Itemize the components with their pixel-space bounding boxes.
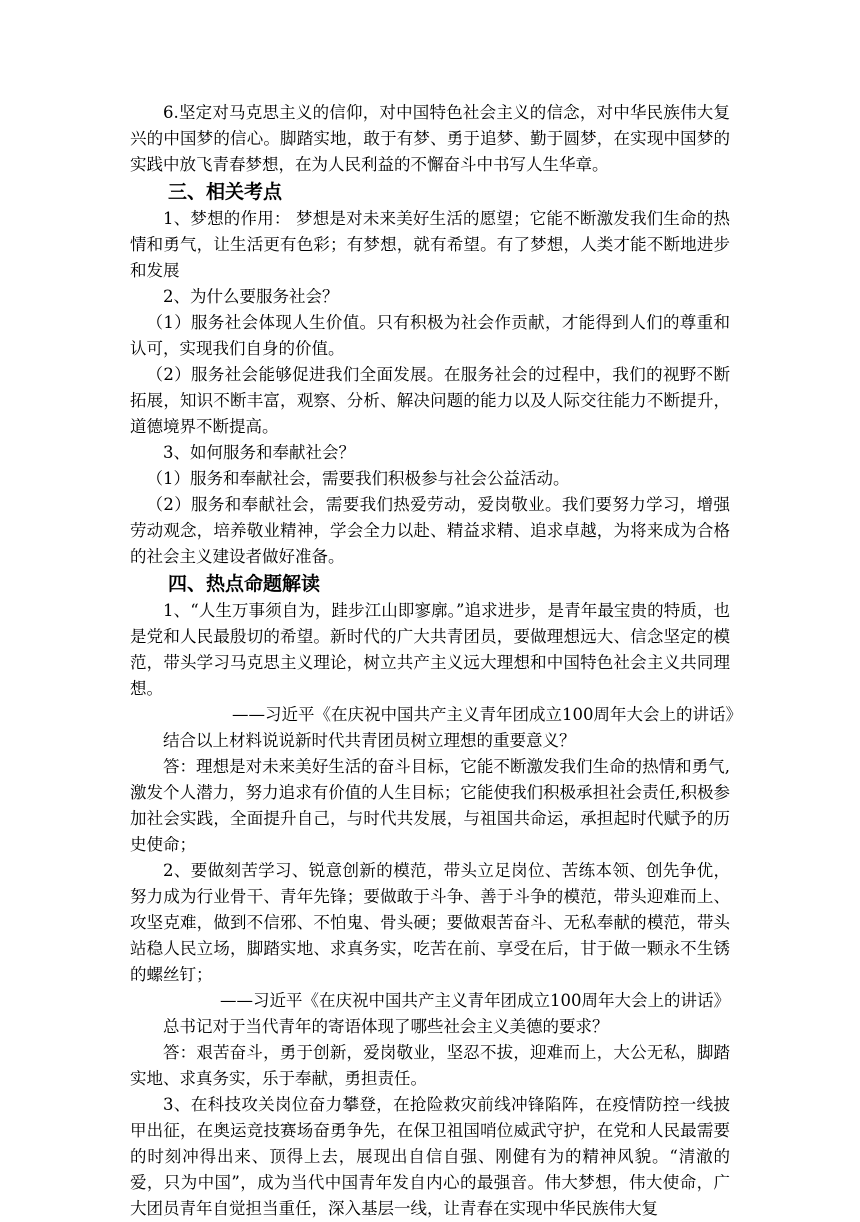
section-heading-4: 四、热点命题解读 <box>168 573 321 595</box>
question-1: 结合以上材料说说新时代共青团员树立理想的重要意义？ <box>163 731 576 750</box>
hot-topic-2: 2、要做刻苦学习、锐意创新的模范，带头立足岗位、苦练本领、创先争优，努力成为行业骨干、青年先锋；要做敢于斗争、善于斗争的模范，带头迎难而上、攻坚克难，做到不信邪、不怕鬼、骨头硬；要做艰苦奋斗、无私奉献的模范，带头站稳人民立场，脚踏实地、求真务实，吃苦在前、享受在后，甘于做一颗永不生锈的螺丝钉； <box>130 861 730 984</box>
question-2: 总书记对于当代青年的寄语体现了哪些社会主义美德的要求？ <box>163 1017 609 1036</box>
quote-source-2: ——习近平《在庆祝中国共产主义青年团成立100周年大会上的讲话》 <box>220 991 730 1010</box>
exam-point-3-2: （2）服务和奉献社会，需要我们热爱劳动，爱岗敬业。我们要努力学习，增强劳动观念，培养敬业精神，学会全力以赴、精益求精、追求卓越，为将来成为合格的社会主义建设者做好准备。 <box>130 495 730 566</box>
exam-point-2-1: （1）服务社会体现人生价值。只有积极为社会作贡献，才能得到人们的尊重和认可，实现我们自身的价值。 <box>130 313 730 358</box>
quote-source-1: ——习近平《在庆祝中国共产主义青年团成立100周年大会上的讲话》 <box>232 705 742 724</box>
hot-topic-3: 3、在科技攻关岗位奋力攀登，在抢险救灾前线冲锋陷阵，在疫情防控一线披甲出征，在奥运竞技赛场奋勇争先，在保卫祖国哨位威武守护，在党和人民最需要的时刻冲得出来、顶得上去，展现出自信自强、刚健有为的精神风貌。“清澈的爱，只为中国”，成为当代中国青年发自内心的最强音。伟大梦想，伟大使命，广大团员青年自觉担当重任，深入基层一线，让青春在实现中华民族伟大复 <box>130 1095 730 1218</box>
exam-point-3-1: （1）服务和奉献社会，需要我们积极参与社会公益活动。 <box>146 469 570 488</box>
exam-point-2-2: （2）服务社会能够促进我们全面发展。在服务社会的过程中，我们的视野不断拓展，知识不断丰富，观察、分析、解决问题的能力以及人际交往能力不断提升，道德境界不断提高。 <box>130 365 730 436</box>
document-page <box>130 100 742 1222</box>
paragraph-point-6: 6.坚定对马克思主义的信仰，对中国特色社会主义的信念，对中华民族伟大复兴的中国梦的信心。脚踏实地，敢于有梦、勇于追梦、勤于圆梦，在实现中国梦的实践中放飞青春梦想，在为人民利益的不懈奋斗中书写人生华章。 <box>130 103 730 174</box>
answer-1: 答：理想是对未来美好生活的奋斗目标，它能不断激发我们生命的热情和勇气,激发个人潜力，努力追求有价值的人生目标；它能使我们积极承担社会责任,积极参加社会实践，全面提升自己，与时代共发展，与祖国共命运，承担起时代赋予的历史使命； <box>130 757 730 854</box>
exam-point-3: 3、如何服务和奉献社会？ <box>163 443 355 462</box>
hot-topic-1: 1、“人生万事须自为，跬步江山即寥廓。”追求进步，是青年最宝贵的特质，也是党和人民最殷切的希望。新时代的广大共青团员，要做理想远大、信念坚定的模范，带头学习马克思主义理论，树立共产主义远大理想和中国特色社会主义共同理想。 <box>130 601 730 698</box>
section-heading-3: 三、相关考点 <box>168 181 283 203</box>
exam-point-2: 2、为什么要服务社会？ <box>163 287 339 306</box>
answer-2: 答：艰苦奋斗，勇于创新，爱岗敬业，坚忍不拔，迎难而上，大公无私，脚踏实地、求真务实，乐于奉献，勇担责任。 <box>130 1043 730 1088</box>
exam-point-1: 1、梦想的作用： 梦想是对未来美好生活的愿望；它能不断激发我们生命的热情和勇气，让生活更有色彩；有梦想，就有希望。有了梦想，人类才能不断地进步和发展 <box>130 209 730 280</box>
